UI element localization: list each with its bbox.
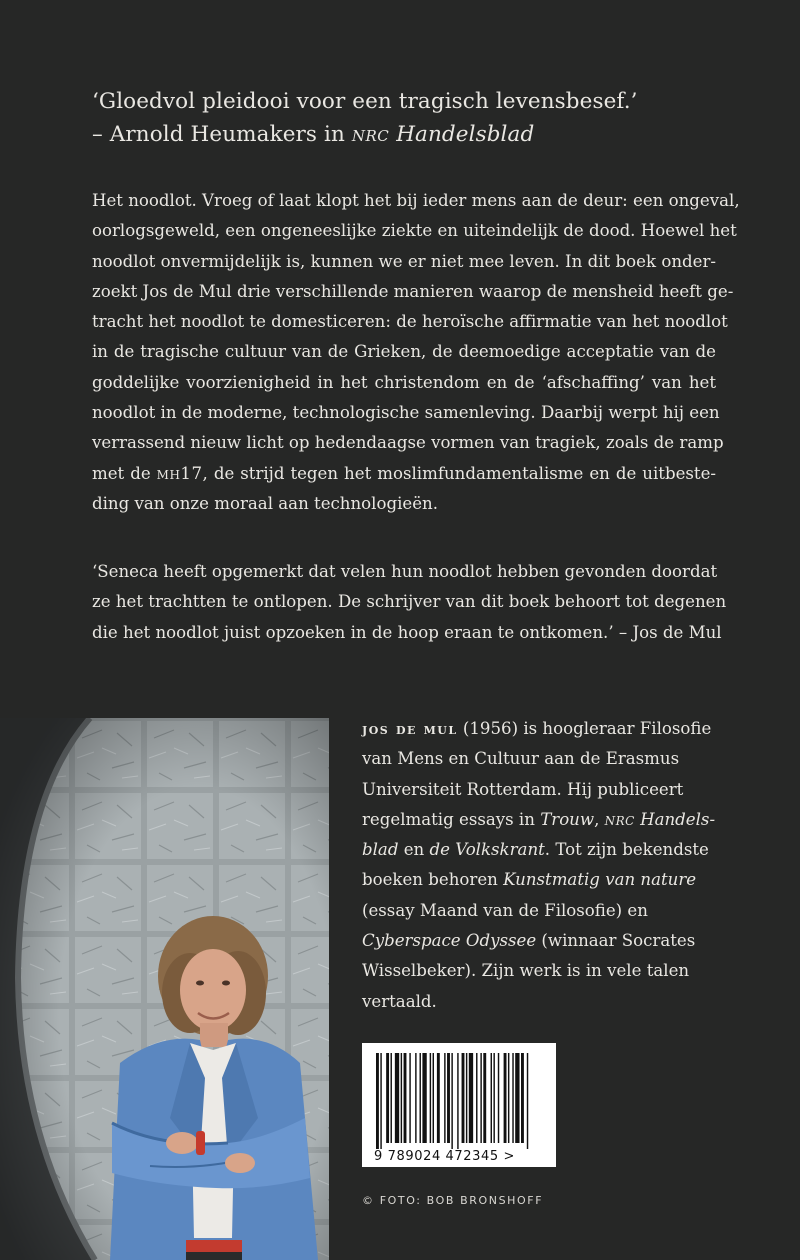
isbn-number: 9 789024 472345 > xyxy=(374,1149,516,1164)
barcode-bar xyxy=(457,1053,458,1149)
barcode-bar xyxy=(469,1053,473,1143)
barcode-bar xyxy=(480,1053,481,1143)
barcode-bar xyxy=(420,1053,421,1143)
bio-line: jos de mul (1956) is hoogleraar Filosofie xyxy=(362,719,712,738)
author-quote-line: ‘Seneca heeft opgemerkt dat velen hun noodlot hebben gevonden doordat xyxy=(92,562,718,581)
barcode-bar xyxy=(493,1053,494,1143)
barcode-bar xyxy=(462,1053,465,1143)
barcode-bar xyxy=(444,1053,445,1143)
bio-line: Wisselbeker). Zijn werk is in vele talen xyxy=(362,961,690,981)
barcode-bar xyxy=(476,1053,477,1143)
barcode-bar xyxy=(380,1053,381,1149)
barcode-bar xyxy=(515,1053,519,1143)
blurb-line: ding van onze moraal aan technologieën. xyxy=(92,493,439,513)
barcode-bar xyxy=(498,1053,499,1143)
isbn-barcode xyxy=(362,1043,556,1167)
bio-line: Universiteit Rotterdam. Hij publiceert xyxy=(362,779,684,799)
barcode-bar xyxy=(391,1053,392,1143)
barcode-bar xyxy=(395,1053,399,1143)
author-bio xyxy=(362,714,722,1017)
blurb-line: oorlogsgeweld, een ongeneeslijke ziekte en uiteindelijk de dood. Hoewel het xyxy=(92,221,737,241)
barcode-bar xyxy=(409,1053,410,1143)
barcode-bar xyxy=(491,1053,492,1143)
barcode-bar xyxy=(508,1053,509,1143)
blurb-line: goddelijke voorzienigheid in het christendom en de ‘afschaffing’ van het xyxy=(92,372,716,392)
blurb-line: noodlot in de moderne, technologische samenleving. Daarbij werpt hij een xyxy=(92,403,720,423)
review-attribution: – Arnold Heumakers in nrc Handelsblad xyxy=(92,122,535,147)
barcode-bar xyxy=(386,1053,389,1143)
bio-line: (essay Maand van de Filosofie) en xyxy=(362,900,648,920)
barcode-bar xyxy=(504,1053,507,1143)
barcode-bar xyxy=(527,1053,528,1149)
blurb-line: tracht het noodlot te domesticeren: de heroïsche affirmatie van het noodlot xyxy=(92,312,728,332)
barcode-bar xyxy=(512,1053,513,1143)
review-quote xyxy=(92,85,732,151)
blurb-line: Het noodlot. Vroeg of laat klopt het bij ieder mens aan de deur: een ongeval, xyxy=(92,191,740,210)
barcode-bar xyxy=(404,1053,407,1143)
review-quote-text: ‘Gloedvol pleidooi voor een tragisch levensbesef.’ xyxy=(92,89,638,114)
bio-line: Cyberspace Odyssee (winnaar Socrates xyxy=(362,931,696,951)
barcode-bar xyxy=(451,1053,452,1149)
author-name: jos de mul xyxy=(362,720,458,738)
barcode-bar xyxy=(422,1053,426,1143)
bio-line: blad en de Volkskrant. Tot zijn bekendste xyxy=(362,840,709,860)
newspaper-name: Handelsblad xyxy=(396,122,535,147)
author-quote xyxy=(92,557,727,648)
blurb-line: noodlot onvermijdelijk is, kunnen we er niet mee leven. In dit boek onder- xyxy=(92,251,716,271)
author-photo xyxy=(0,718,329,1260)
barcode-bar xyxy=(433,1053,434,1143)
barcode-bar xyxy=(415,1053,416,1143)
bio-line: regelmatig essays in Trouw, nrc Handels- xyxy=(362,809,716,829)
barcode-bar xyxy=(466,1053,467,1143)
nrc-label: nrc xyxy=(351,122,390,147)
barcode-bar xyxy=(437,1053,440,1143)
bio-line: van Mens en Cultuur aan de Erasmus xyxy=(362,749,680,769)
barcode-bar xyxy=(376,1053,379,1149)
blurb-paragraph xyxy=(92,186,740,519)
barcode-bar xyxy=(521,1053,524,1143)
mh17-label: mh17 xyxy=(156,463,203,483)
author-quote-line: die het noodlot juist opzoeken in de hoop eraan te ontkomen.’ – Jos de Mul xyxy=(92,622,722,642)
photo-credit: © FOTO: BOB BRONSHOFF xyxy=(362,1194,544,1207)
barcode-bar xyxy=(483,1053,486,1143)
bio-line: vertaald. xyxy=(362,991,437,1011)
blurb-line: zoekt Jos de Mul drie verschillende manieren waarop de mensheid heeft ge- xyxy=(92,281,734,301)
bio-line: boeken behoren Kunstmatig van nature xyxy=(362,870,697,890)
blurb-line: verrassend nieuw licht op hedendaagse vormen van tragiek, zoals de ramp xyxy=(92,433,724,453)
barcode-bar xyxy=(401,1053,402,1143)
barcode-bar xyxy=(447,1053,450,1143)
author-quote-line: ze het trachtten te ontlopen. De schrijver van dit boek behoort tot degenen xyxy=(92,592,727,612)
barcode-bar xyxy=(430,1053,431,1143)
blurb-line: in de tragische cultuur van de Grieken, de deemoedige acceptatie van de xyxy=(92,342,716,362)
author-photo-illustration xyxy=(0,718,329,1260)
blurb-line: met de mh17, de strijd tegen het moslimfundamentalisme en de uitbeste- xyxy=(92,463,716,483)
